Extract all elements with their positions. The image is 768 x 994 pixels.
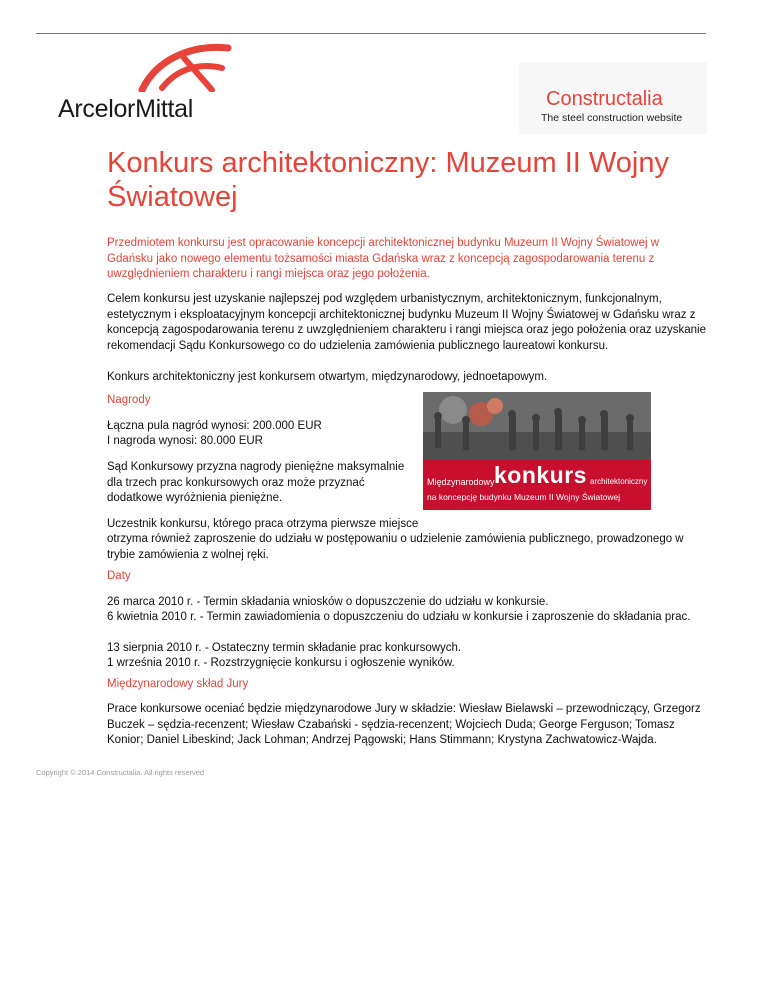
constructalia-wordmark: Constructalia <box>546 88 663 110</box>
banner-caption <box>423 460 651 510</box>
arcelormittal-wordmark: ArcelorMittal <box>58 95 194 123</box>
crowd-photo <box>423 392 651 460</box>
arcelormittal-logo[interactable] <box>36 40 248 130</box>
goal-paragraph: Celem konkursu jest uzyskanie najlepszej pod względem urbanistycznym, architektonicznym, funkcjonalnym, estetycznym i eksploatacyjnym koncepcji architektonicznej budynku Muzeum II Wojny Światowej w Gdańsku wraz z koncepcją zagospodarowania terenu z uwzględnieniem charakteru i rangi miejsca oraz jego położenia oraz uzyskanie rekomendacji Sądu Konkursowego co do udzielenia zamówienia publicznego laureatowi konkursu. <box>107 293 706 352</box>
constructalia-tagline: The steel construction website <box>541 112 683 124</box>
date-item: 6 kwietnia 2010 r. - Termin zawiadomienia o dopuszczeniu do udziału w konkursie i zaproszenie do składania prac. <box>107 611 691 623</box>
constructalia-logo[interactable] <box>519 62 707 134</box>
competition-banner[interactable] <box>423 392 651 510</box>
header-rule <box>36 33 706 34</box>
winner-line-1: Uczestnik konkursu, którego praca otrzyma pierwsze miejsce <box>107 518 419 530</box>
arcelormittal-swoosh-icon <box>136 40 236 92</box>
page-title: Konkurs architektoniczny: Muzeum II Wojny Światowej <box>107 147 669 213</box>
jury-paragraph: Prace konkursowe oceniać będzie międzynarodowe Jury w składzie: Wiesław Bielawski – przewodniczący, Grzegorz Buczek – sędzia-recenzent; Wiesław Czabański - sędzia-recenzent; Wojciech Duda; George Ferguson; Tomasz Konior; Daniel Libeskind; Jack Lohman; Andrzej Pągowski; Hans Stimmann; Krystyna Zachwatowicz-Wajda. <box>107 703 701 746</box>
banner-subtitle: na koncepcję budynku Muzeum II Wojny Światowej <box>427 492 621 502</box>
dates-heading: Daty <box>107 570 131 582</box>
winner-line-2: otrzyma również zaproszenie do udziału w postępowaniu o udzielenie zamówienia publicznego, prowadzonego w trybie zamówienia z wolnej ręki. <box>107 533 684 561</box>
copyright-footer: Copyright © 2014 Constructalia. All rights reserved <box>36 768 205 777</box>
first-prize-line: I nagroda wynosi: 80.000 EUR <box>107 435 263 447</box>
prizes-paragraph: Sąd Konkursowy przyzna nagrody pieniężne maksymalnie dla trzech prac konkursowych oraz może przyznać dodatkowe wyróżnienia pieniężne. <box>107 461 405 504</box>
date-item: 26 marca 2010 r. - Termin składania wniosków o dopuszczenie do udziału w konkursie. <box>107 596 549 608</box>
intro-paragraph: Przedmiotem konkursu jest opracowanie koncepcji architektonicznej budynku Muzeum II Wojny Światowej w Gdańsku jako nowego elementu tożsamości miasta Gdańska wraz z koncepcją zagospodarowania terenu z uwzględnieniem charakteru i rangi miejsca oraz jego położenia. <box>107 237 660 280</box>
date-item: 1 września 2010 r. - Rozstrzygnięcie konkursu i ogłoszenie wyników. <box>107 657 455 669</box>
banner-big-text: konkurs <box>494 462 587 488</box>
prize-pool-line: Łączna pula nagród wynosi: 200.000 EUR <box>107 420 322 432</box>
banner-right-text: architektoniczny <box>590 477 648 486</box>
jury-heading: Międzynarodowy skład Jury <box>107 678 249 690</box>
date-item: 13 sierpnia 2010 r. - Ostateczny termin składanie prac konkursowych. <box>107 642 462 654</box>
banner-left-text: Międzynarodowy <box>427 477 495 487</box>
type-paragraph: Konkurs architektoniczny jest konkursem otwartym, międzynarodowy, jednoetapowym. <box>107 371 548 383</box>
prizes-heading: Nagrody <box>107 394 151 406</box>
